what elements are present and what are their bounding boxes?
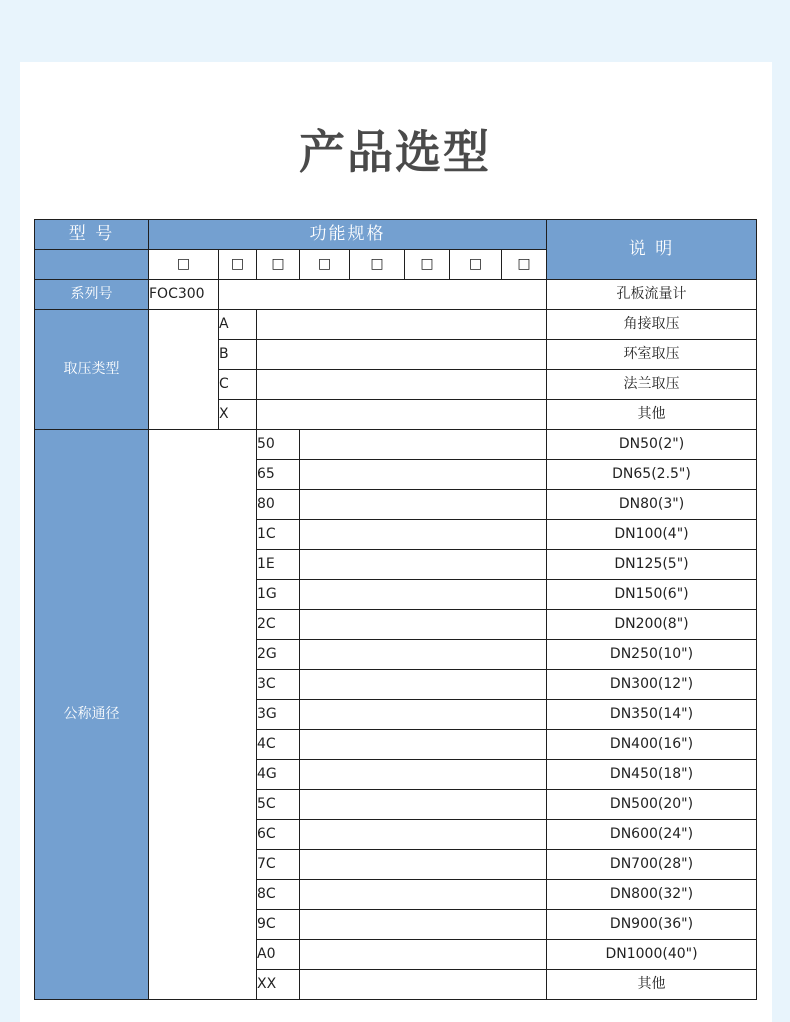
- nominal-desc: DN250(10"): [547, 640, 757, 670]
- empty-cell: [300, 670, 547, 700]
- spec-box: □: [149, 250, 219, 280]
- nominal-desc: DN600(24"): [547, 820, 757, 850]
- nominal-code: 4G: [257, 760, 300, 790]
- tap-type-desc: 法兰取压: [547, 370, 757, 400]
- description-header: 说 明: [547, 220, 757, 280]
- nominal-code: 6C: [257, 820, 300, 850]
- nominal-desc: DN80(3"): [547, 490, 757, 520]
- page-title: 产品选型: [299, 125, 491, 179]
- nominal-desc: DN150(6"): [547, 580, 757, 610]
- empty-cell: [300, 700, 547, 730]
- nominal-desc: DN300(12"): [547, 670, 757, 700]
- nominal-desc: DN100(4"): [547, 520, 757, 550]
- spec-box: □: [502, 250, 547, 280]
- nominal-code: 3G: [257, 700, 300, 730]
- tap-type-code: X: [219, 400, 257, 430]
- nominal-desc: DN700(28"): [547, 850, 757, 880]
- empty-cell: [300, 760, 547, 790]
- nominal-code: 2G: [257, 640, 300, 670]
- empty-cell: [300, 430, 547, 460]
- nominal-row: [35, 430, 757, 460]
- header-row: [35, 220, 757, 250]
- empty-cell: [300, 790, 547, 820]
- empty-cell: [257, 310, 547, 340]
- nominal-code: XX: [257, 970, 300, 1000]
- nominal-code: 5C: [257, 790, 300, 820]
- empty-cell: [257, 370, 547, 400]
- nominal-code: 8C: [257, 880, 300, 910]
- function-header: 功能规格: [149, 220, 547, 250]
- nominal-code: 80: [257, 490, 300, 520]
- spec-box: □: [405, 250, 450, 280]
- nominal-desc: DN50(2"): [547, 430, 757, 460]
- nominal-desc: DN200(8"): [547, 610, 757, 640]
- nominal-desc: DN800(32"): [547, 880, 757, 910]
- empty-cell: [300, 640, 547, 670]
- empty-cell: [257, 400, 547, 430]
- nominal-code: A0: [257, 940, 300, 970]
- empty-cell: [300, 610, 547, 640]
- empty-cell: [300, 970, 547, 1000]
- nominal-code: 65: [257, 460, 300, 490]
- tap-type-desc: 环室取压: [547, 340, 757, 370]
- nominal-code: 4C: [257, 730, 300, 760]
- series-desc: 孔板流量计: [547, 280, 757, 310]
- empty-cell: [300, 940, 547, 970]
- tap-type-desc: 角接取压: [547, 310, 757, 340]
- series-row: [35, 280, 757, 310]
- empty-cell: [149, 430, 257, 1000]
- nominal-desc: DN400(16"): [547, 730, 757, 760]
- tap-type-label: 取压类型: [35, 310, 149, 430]
- nominal-code: 2C: [257, 610, 300, 640]
- nominal-desc: 其他: [547, 970, 757, 1000]
- header-blank-cell: [35, 250, 149, 280]
- spec-box: □: [450, 250, 502, 280]
- empty-cell: [300, 550, 547, 580]
- nominal-desc: DN900(36"): [547, 910, 757, 940]
- spec-box: □: [300, 250, 350, 280]
- empty-cell: [300, 460, 547, 490]
- nominal-desc: DN350(14"): [547, 700, 757, 730]
- nominal-code: 1G: [257, 580, 300, 610]
- empty-cell: [300, 730, 547, 760]
- tap-type-code: C: [219, 370, 257, 400]
- empty-cell: [300, 520, 547, 550]
- empty-cell: [257, 340, 547, 370]
- nominal-code: 7C: [257, 850, 300, 880]
- empty-cell: [300, 850, 547, 880]
- nominal-desc: DN125(5"): [547, 550, 757, 580]
- empty-cell: [300, 490, 547, 520]
- selection-table: [34, 219, 757, 1000]
- tap-type-code: A: [219, 310, 257, 340]
- series-code: FOC300: [149, 280, 219, 310]
- nominal-code: 9C: [257, 910, 300, 940]
- empty-cell: [300, 880, 547, 910]
- empty-cell: [219, 280, 547, 310]
- nominal-code: 50: [257, 430, 300, 460]
- nominal-desc: DN1000(40"): [547, 940, 757, 970]
- empty-cell: [300, 910, 547, 940]
- empty-cell: [149, 310, 219, 430]
- nominal-desc: DN500(20"): [547, 790, 757, 820]
- nominal-code: 1C: [257, 520, 300, 550]
- tap-type-row: [35, 310, 757, 340]
- spec-box: □: [257, 250, 300, 280]
- series-label: 系列号: [35, 280, 149, 310]
- nominal-code: 3C: [257, 670, 300, 700]
- empty-cell: [300, 580, 547, 610]
- spec-box: □: [219, 250, 257, 280]
- nominal-label: 公称通径: [35, 430, 149, 1000]
- nominal-code: 1E: [257, 550, 300, 580]
- nominal-desc: DN65(2.5"): [547, 460, 757, 490]
- model-header: 型 号: [35, 220, 149, 250]
- tap-type-desc: 其他: [547, 400, 757, 430]
- tap-type-code: B: [219, 340, 257, 370]
- nominal-desc: DN450(18"): [547, 760, 757, 790]
- spec-box: □: [350, 250, 405, 280]
- empty-cell: [300, 820, 547, 850]
